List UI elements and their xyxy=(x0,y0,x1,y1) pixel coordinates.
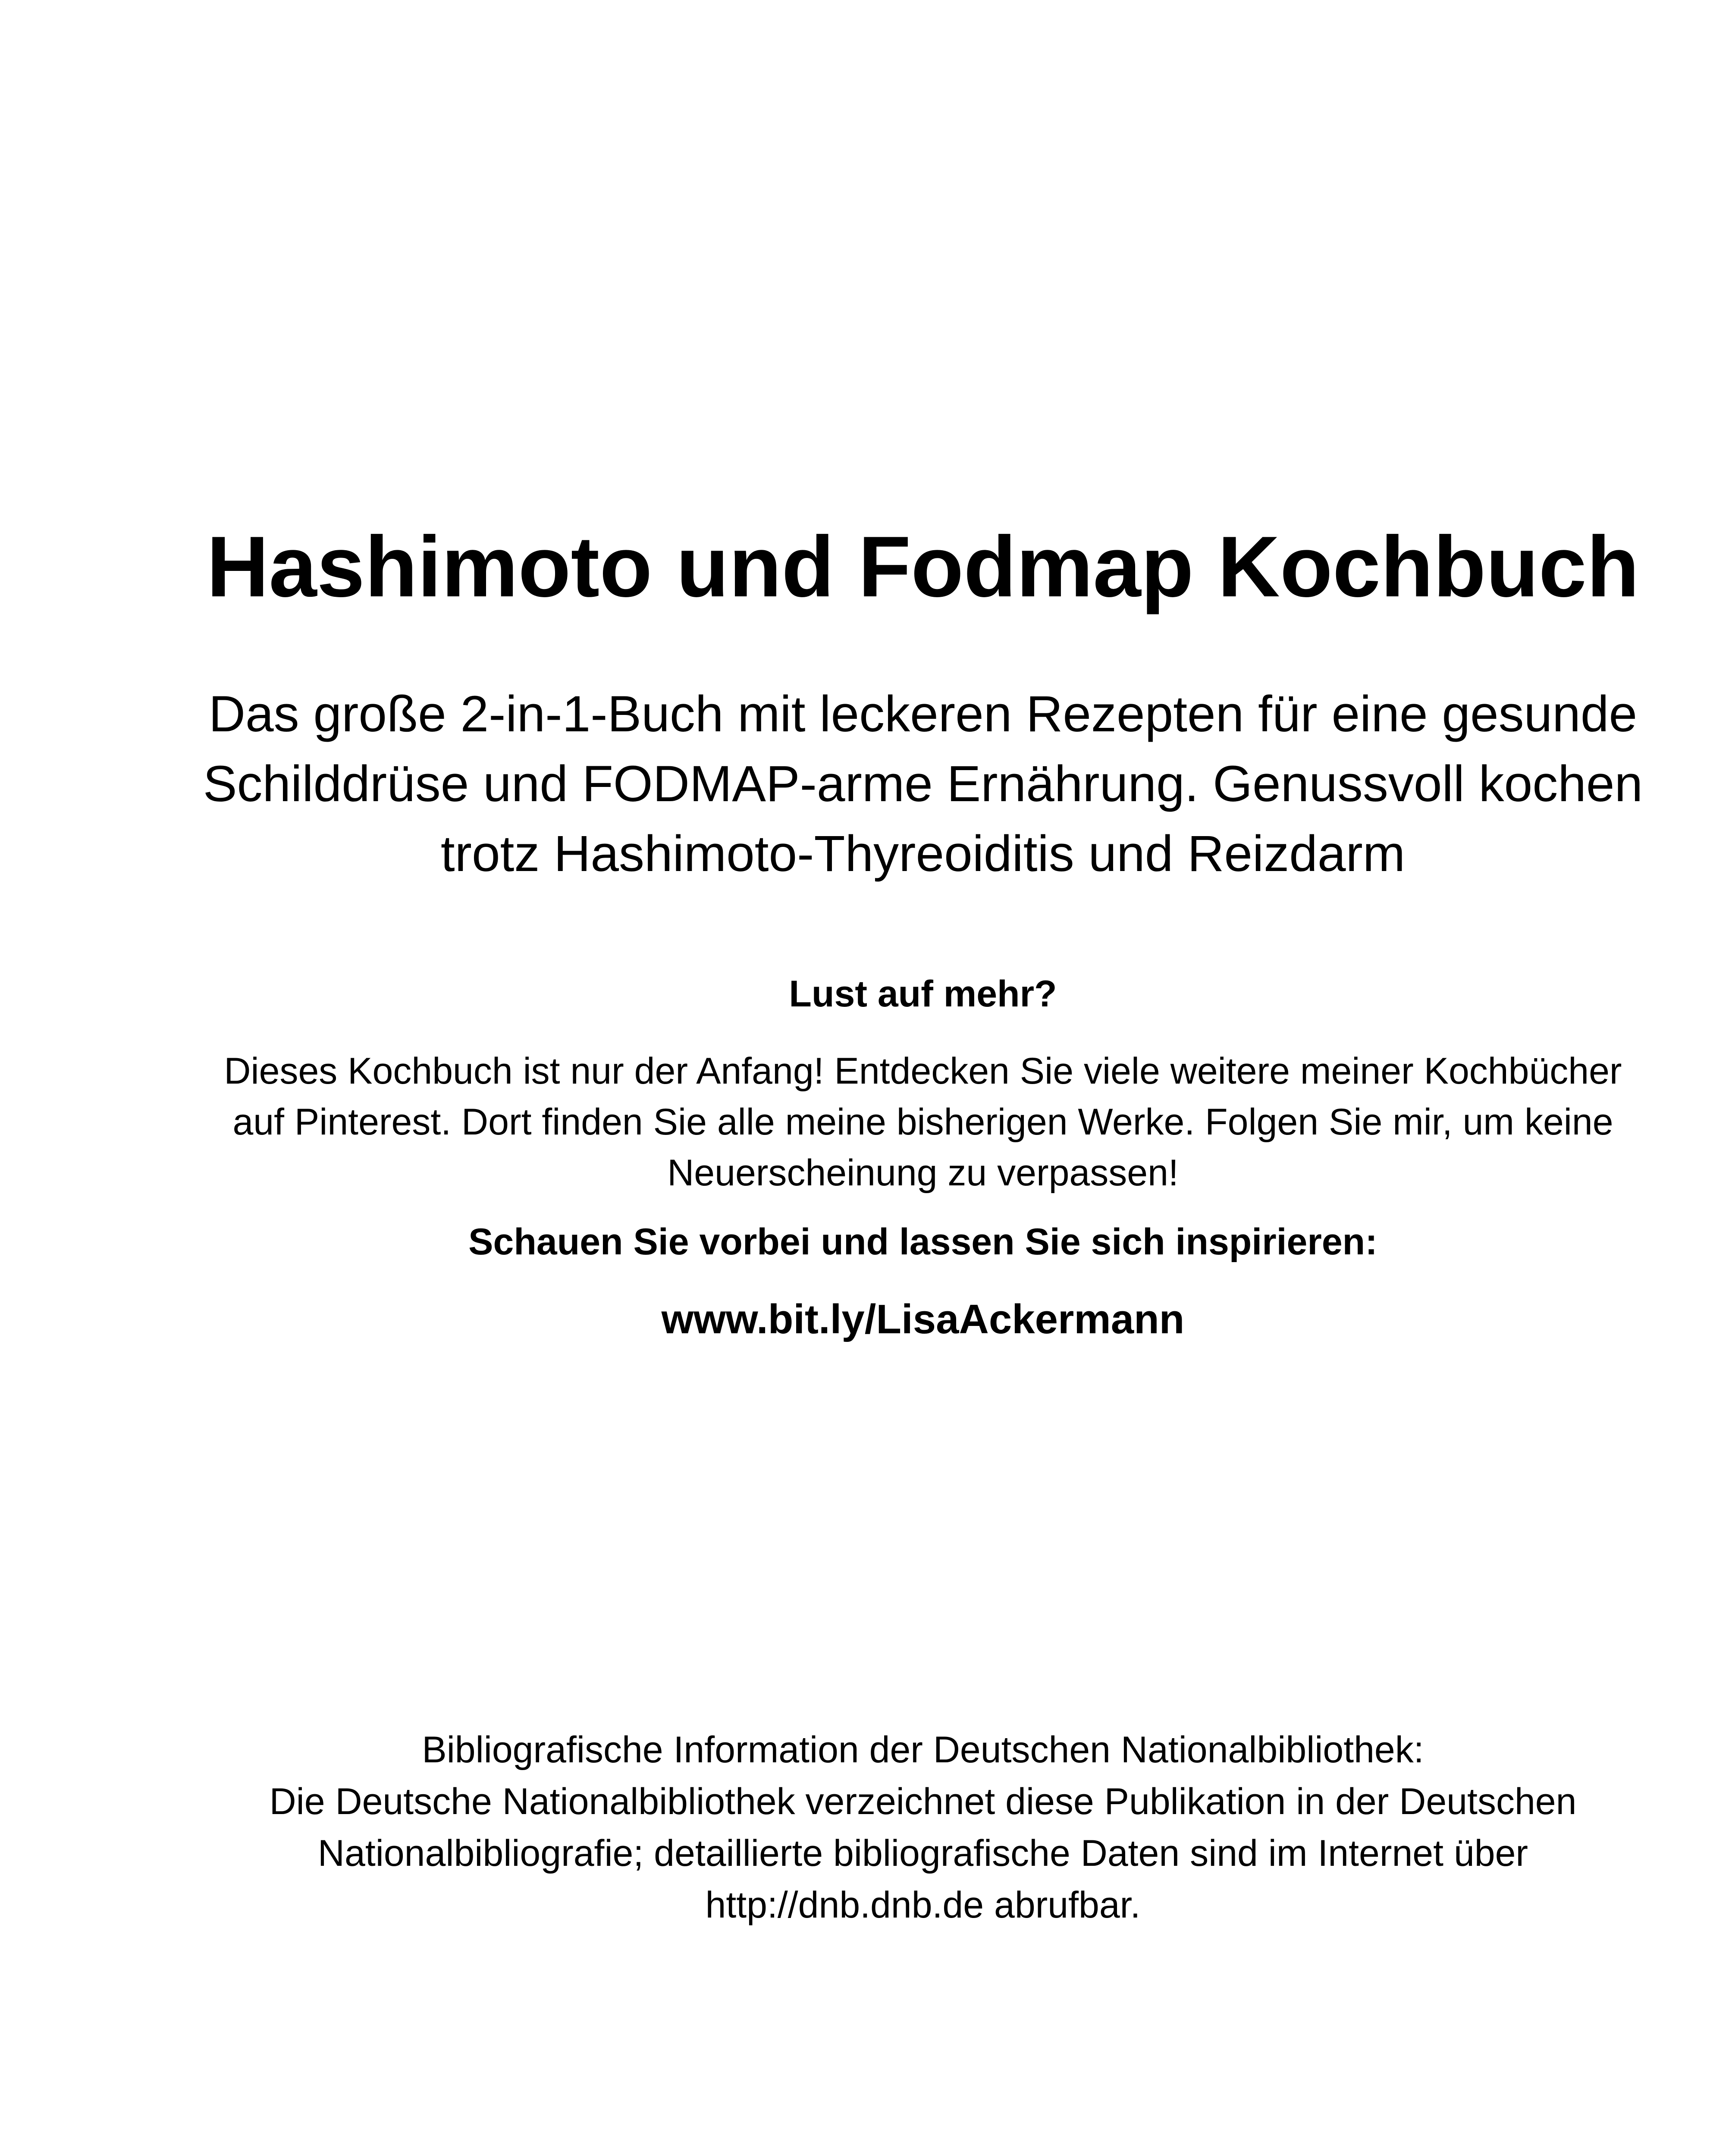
bibliography-line: Die Deutsche Nationalbibliothek verzeichnet diese Publikation in der Deutschen xyxy=(269,1781,1577,1822)
bibliographic-information xyxy=(164,1724,1682,1931)
promo-call-to-action: Schauen Sie vorbei und lassen Sie sich inspirieren: xyxy=(468,1221,1377,1263)
bibliography-line: Bibliografische Information der Deutschen Nationalbibliothek: xyxy=(422,1729,1424,1771)
promo-text xyxy=(164,1046,1682,1198)
promo-heading: Lust auf mehr? xyxy=(789,973,1057,1015)
author-link: www.bit.ly/LisaAckermann xyxy=(661,1296,1185,1342)
promo-text-line: Dieses Kochbuch ist nur der Anfang! Entdecken Sie viele weitere meiner Kochbücher xyxy=(224,1050,1622,1092)
promo-text-line: auf Pinterest. Dort finden Sie alle meine bisherigen Werke. Folgen Sie mir, um keine xyxy=(232,1101,1613,1143)
bibliography-line: Nationalbibliografie; detaillierte bibliografische Daten sind im Internet über xyxy=(317,1833,1528,1874)
subtitle-line: trotz Hashimoto-Thyreoiditis und Reizdarm xyxy=(440,825,1406,882)
subtitle-line: Schilddrüse und FODMAP-arme Ernährung. Genussvoll kochen xyxy=(203,755,1643,812)
promo-text-line: Neuerscheinung zu verpassen! xyxy=(667,1152,1179,1194)
bibliography-line: http://dnb.dnb.de abrufbar. xyxy=(705,1884,1141,1926)
book-subtitle xyxy=(164,679,1682,889)
book-title: Hashimoto und Fodmap Kochbuch xyxy=(206,519,1640,615)
subtitle-line: Das große 2-in-1-Buch mit leckeren Rezepten für eine gesunde xyxy=(208,686,1638,743)
